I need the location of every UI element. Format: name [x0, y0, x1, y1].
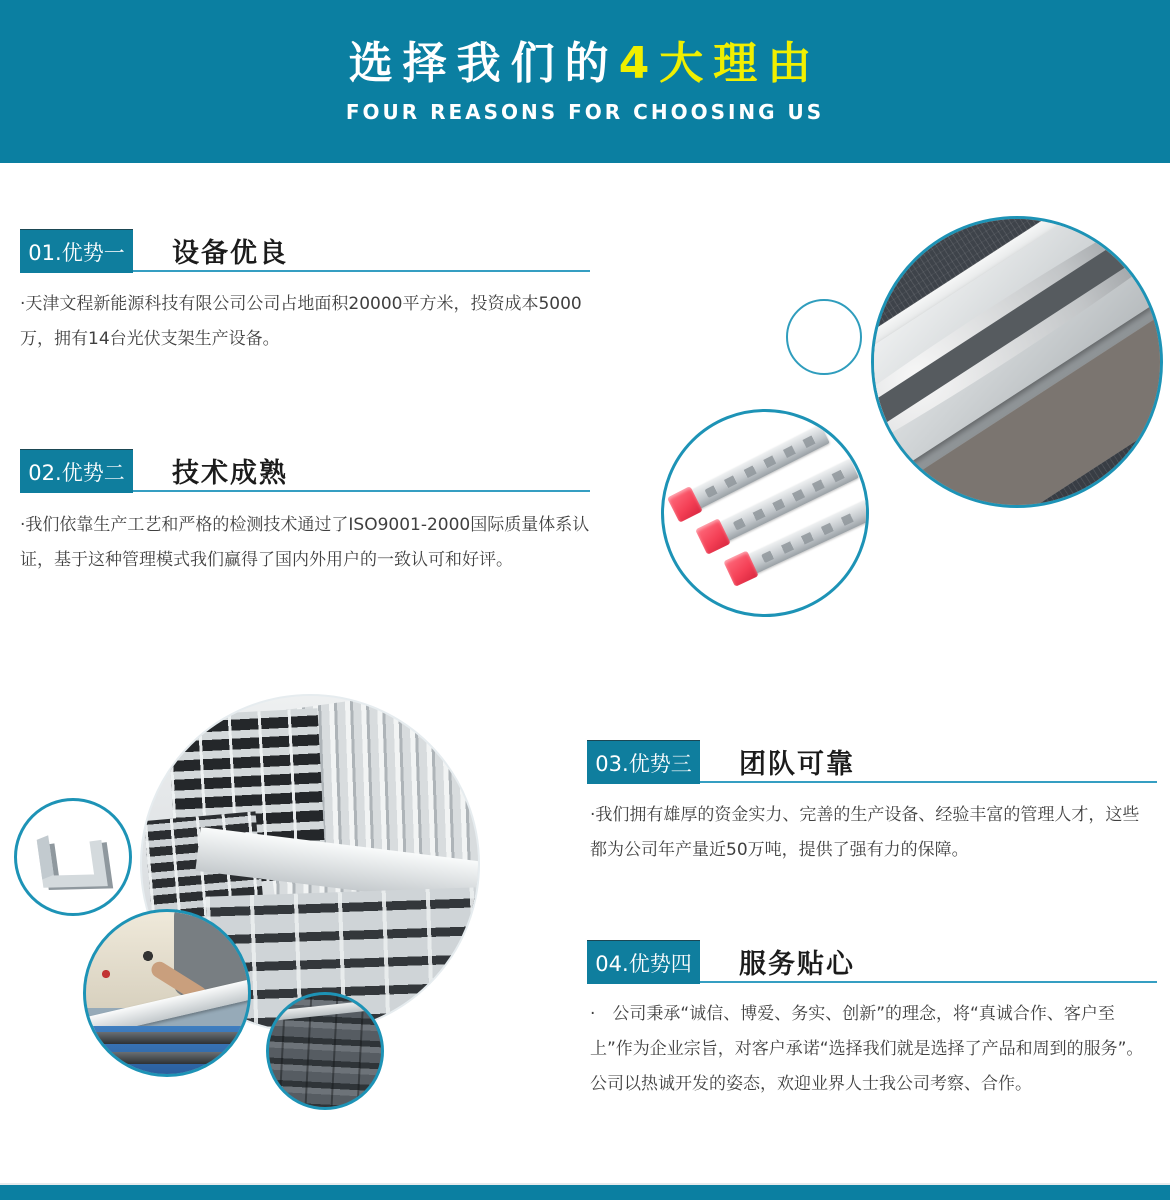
page-title — [349, 39, 822, 90]
advantage-4-text: · 公司秉承“诚信、博爱、务实、创新”的理念，将“真诚合作、客户至上”作为企业宗旨，对客户承诺“选择我们就是选择了产品和周到的服务”。公司以热诚开发的姿态，欢迎业界人士我公司考察、合作。 — [590, 1004, 1144, 1094]
page-subtitle: FOUR REASONS FOR CHOOSING US — [345, 99, 825, 124]
bottom-accent-band — [0, 1183, 1170, 1200]
u-channel-graphic — [17, 801, 129, 913]
advantage-4-badge: 04.优势四 — [587, 940, 700, 984]
machine-roller — [91, 1052, 243, 1064]
advantage-3-text: ·我们拥有雄厚的资金实力、完善的生产设备、经验丰富的管理人才，这些都为公司年产量近50万吨，提供了强有力的保障。 — [590, 805, 1140, 860]
advantage-4-header — [587, 940, 1157, 983]
decorative-circle-outline — [786, 299, 862, 375]
advantage-1-badge: 01.优势一 — [20, 229, 133, 273]
solar-clamp-photo-content — [871, 216, 1163, 508]
stacked-profiles-photo — [266, 992, 384, 1110]
bracket-bar — [673, 424, 830, 518]
advantage-3-title: 团队可靠 — [739, 749, 855, 780]
top-banner — [0, 0, 1170, 163]
advantage-2-text: ·我们依靠生产工艺和严格的检测技术通过了ISO9001-2000国际质量体系认证，基于这种管理模式我们赢得了国内外用户的一致认可和好评。 — [20, 515, 590, 570]
page-title-yellow: 4大理由 — [618, 38, 822, 90]
advantage-2-title: 技术成熟 — [172, 458, 288, 489]
advantage-2-header — [20, 449, 590, 492]
bending-machine-photo — [83, 909, 251, 1077]
advantage-1-header — [20, 229, 590, 272]
u-channel-photo — [14, 798, 132, 916]
steel-brackets-photo — [661, 409, 869, 617]
advantage-4-title: 服务贴心 — [739, 949, 855, 980]
machine-roller — [91, 1032, 243, 1044]
advantage-2-badge: 02.优势二 — [20, 449, 133, 493]
advantage-1-title: 设备优良 — [172, 238, 288, 269]
advantage-1-text: ·天津文程新能源科技有限公司公司占地面积20000平方米，投资成本5000万，拥有14台光伏支架生产设备。 — [20, 294, 582, 349]
page-title-white: 选择我们的 — [348, 38, 619, 90]
solar-clamp-photo — [871, 216, 1163, 508]
advantage-3-header — [587, 740, 1157, 783]
advantage-3-badge: 03.优势三 — [587, 740, 700, 784]
